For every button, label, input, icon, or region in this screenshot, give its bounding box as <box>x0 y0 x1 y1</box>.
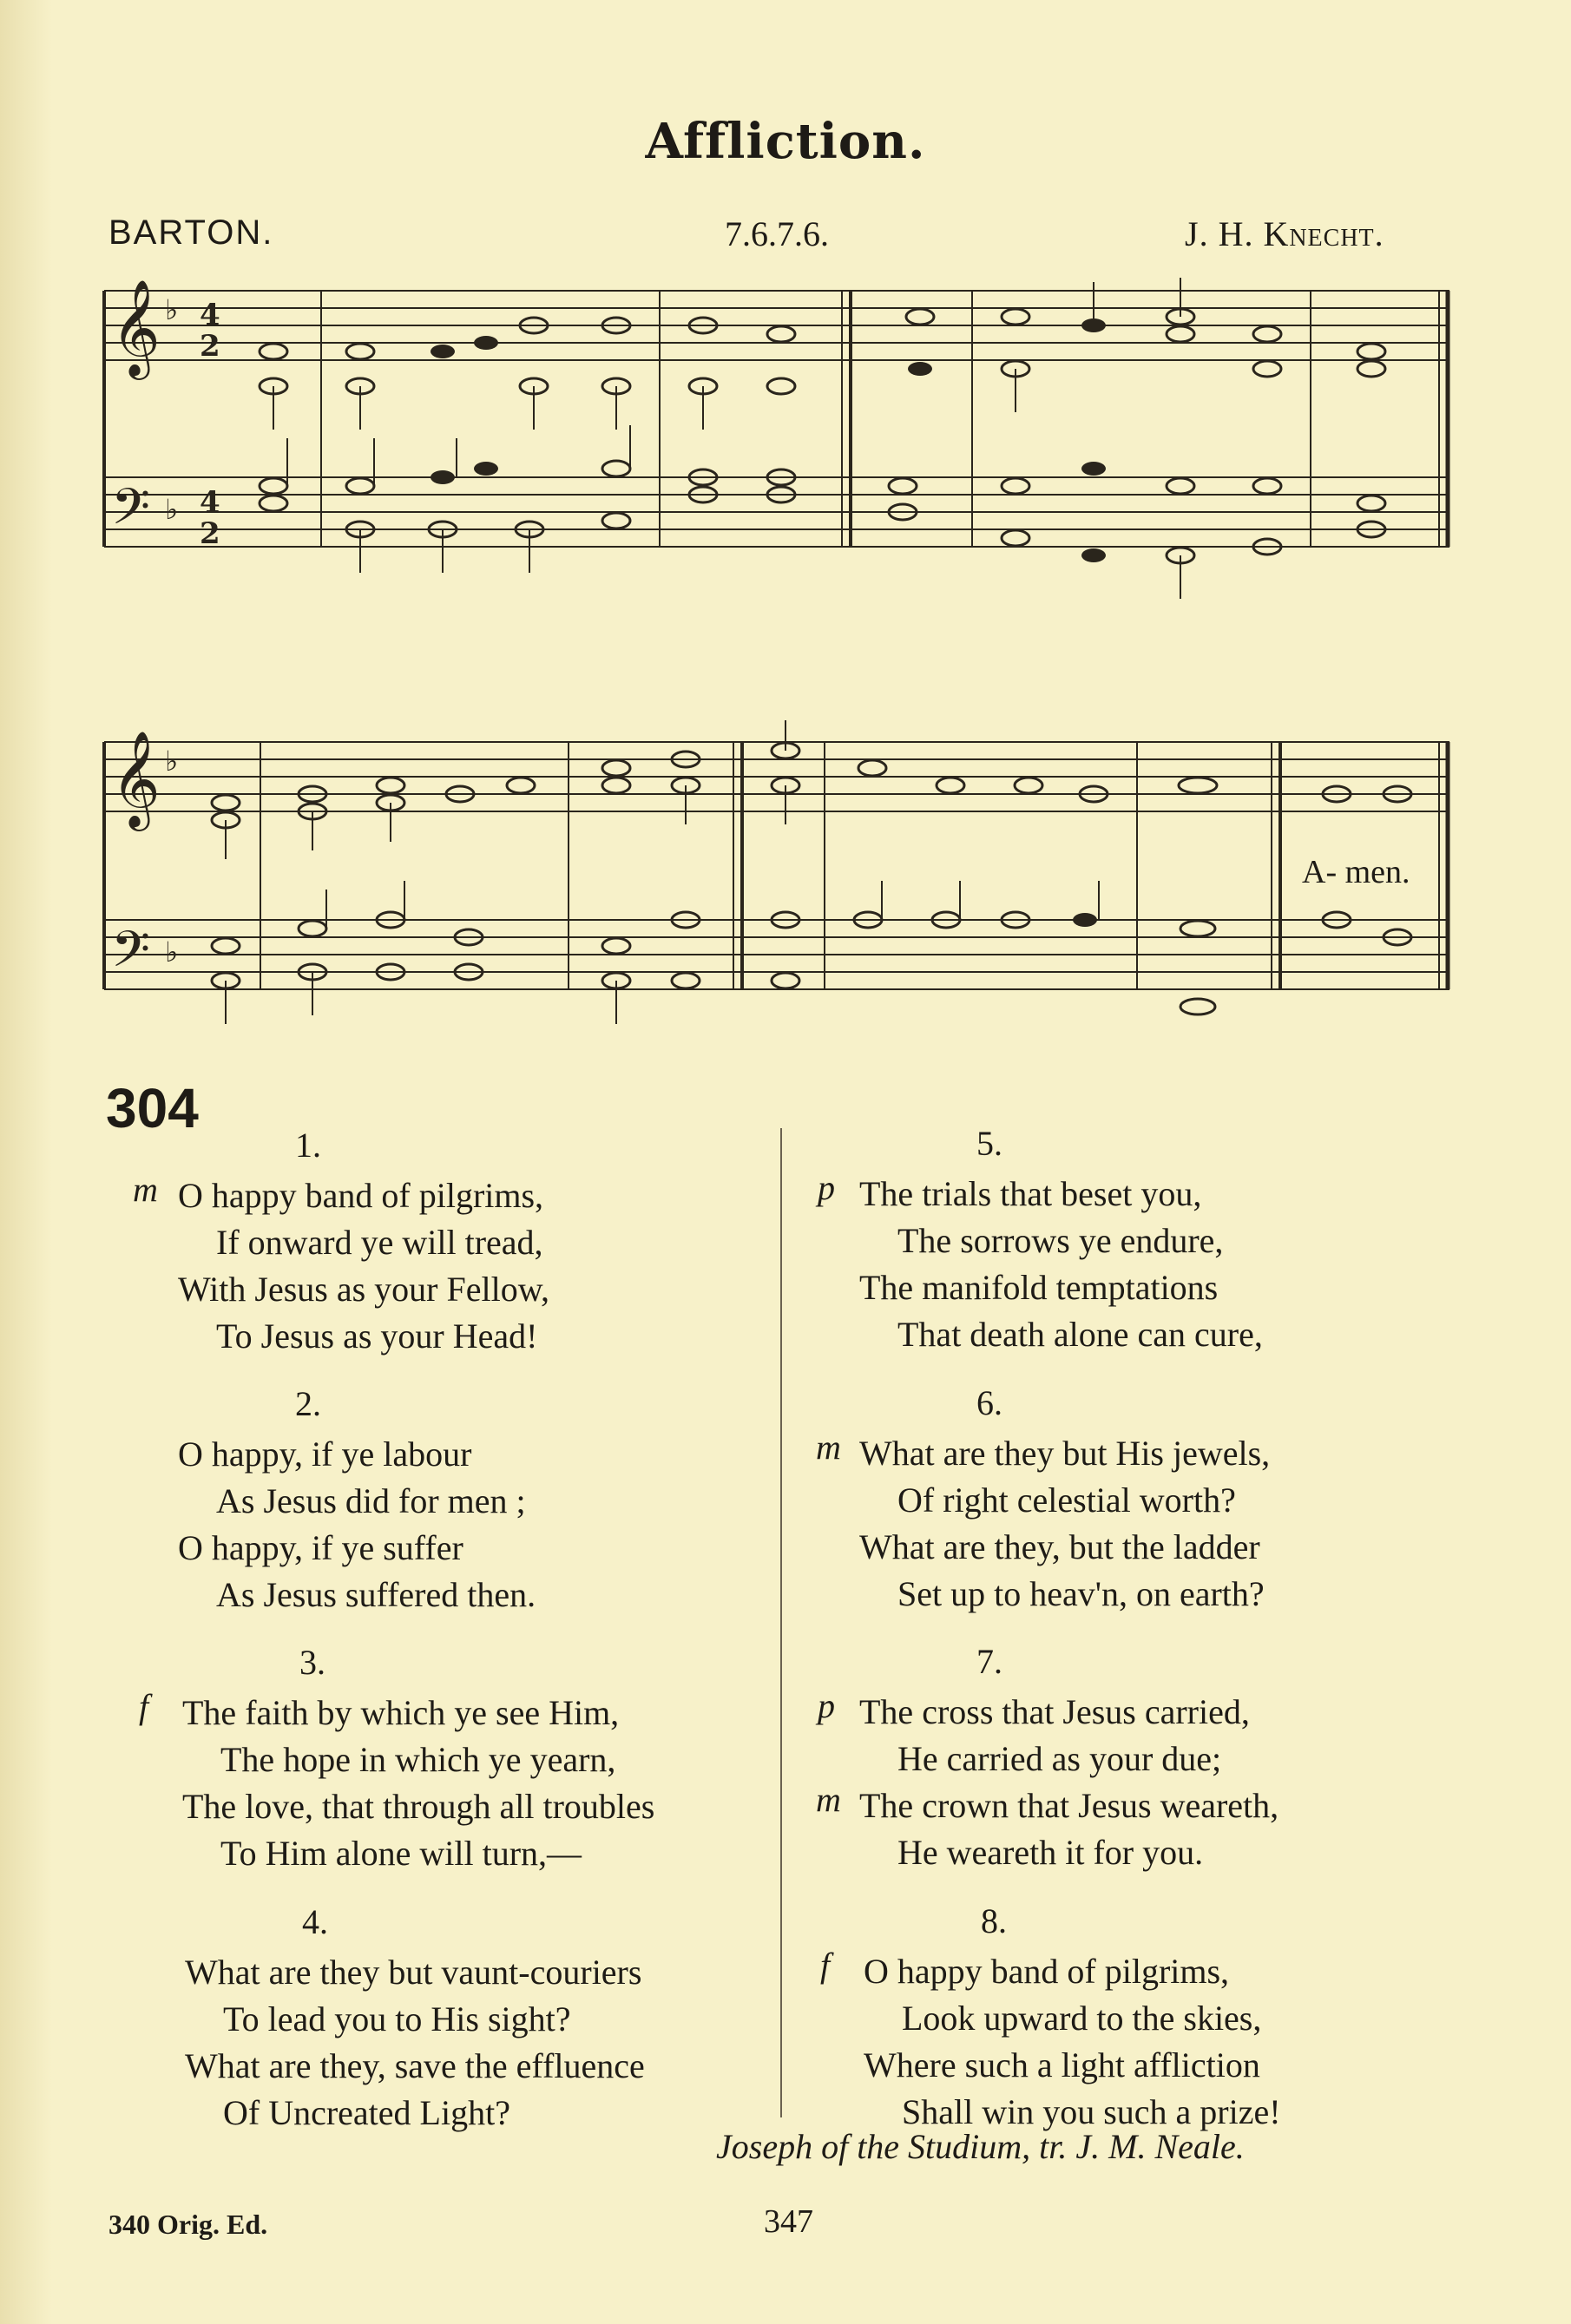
stanza-line: Shall win you such a prize! <box>902 2092 1281 2131</box>
meter: 7.6.7.6. <box>725 214 829 253</box>
stanza-line: The manifold temptations <box>859 1268 1219 1307</box>
svg-text:♭: ♭ <box>165 493 179 526</box>
tune-name: BARTON. <box>108 213 274 252</box>
stanza-line: The faith by which ye see Him, <box>182 1693 620 1732</box>
stanza-2 <box>178 1381 536 1618</box>
stanza-5 <box>859 1120 1263 1358</box>
stanza-line: Of Uncreated Light? <box>223 2093 510 2132</box>
stanza-line: O happy band of pilgrims, <box>864 1952 1230 1991</box>
stanza-line: Where such a light affliction <box>864 2045 1260 2084</box>
dynamic-mark: p <box>818 1168 835 1207</box>
stanza-line: What are they, but the ladder <box>859 1527 1260 1566</box>
music-score-system-2 <box>95 720 1458 1041</box>
stanza-number: 4. <box>302 1902 328 1941</box>
svg-text:𝄞: 𝄞 <box>111 279 161 376</box>
stanza-line: If onward ye will tread, <box>216 1223 543 1262</box>
stanza-number: 7. <box>976 1642 1002 1681</box>
stanza-line: The love, that through all troubles <box>182 1787 655 1826</box>
dynamic-mark: m <box>816 1780 841 1819</box>
stanza-number: 1. <box>295 1126 321 1165</box>
stanza-line: That death alone can cure, <box>897 1315 1263 1354</box>
dynamic-mark: f <box>820 1946 831 1985</box>
stanza-line: To Jesus as your Head! <box>216 1316 538 1356</box>
stanza-line: As Jesus suffered then. <box>216 1575 536 1614</box>
stanza-line: With Jesus as your Fellow, <box>178 1270 549 1309</box>
stanza-number: 2. <box>295 1384 321 1423</box>
stanza-line: He carried as your due; <box>897 1739 1222 1778</box>
stanza-line: What are they but vaunt-couriers <box>185 1953 642 1992</box>
svg-text:2: 2 <box>200 516 220 551</box>
stanza-number: 8. <box>981 1901 1007 1940</box>
svg-text:4: 4 <box>200 298 220 332</box>
stanza-number: 6. <box>976 1383 1002 1422</box>
page-edge-shading <box>0 0 52 2324</box>
stanza-1 <box>178 1122 549 1360</box>
stanza-line: Set up to heav'n, on earth? <box>897 1574 1265 1613</box>
stanza-number: 5. <box>976 1124 1002 1163</box>
stanza-line: O happy band of pilgrims, <box>178 1176 544 1215</box>
svg-text:♭: ♭ <box>165 745 179 778</box>
svg-text:♭: ♭ <box>165 293 179 326</box>
amen-lyric: A- men. <box>1302 854 1410 890</box>
svg-text:♭: ♭ <box>165 936 179 968</box>
stanza-line: To lead you to His sight? <box>223 1999 571 2038</box>
composer: J. H. Knecht. <box>1185 214 1384 253</box>
svg-text:𝄢: 𝄢 <box>111 920 151 991</box>
stanza-line: The trials that beset you, <box>859 1174 1202 1213</box>
svg-text:𝄞: 𝄞 <box>111 730 161 827</box>
stanza-8 <box>864 1898 1281 2136</box>
author-attribution: Joseph of the Studium, tr. J. M. Neale. <box>716 2127 1245 2166</box>
stanza-6 <box>859 1380 1270 1618</box>
dynamic-mark: m <box>816 1428 841 1467</box>
column-divider <box>780 1128 782 2117</box>
svg-text:𝄢: 𝄢 <box>111 477 151 548</box>
stanza-line: O happy, if ye suffer <box>178 1528 463 1567</box>
stanza-line: The hope in which ye yearn, <box>220 1740 616 1779</box>
svg-text:4: 4 <box>200 485 220 520</box>
stanza-line: He weareth it for you. <box>897 1833 1204 1872</box>
stanza-4 <box>185 1899 645 2137</box>
stanza-7 <box>859 1638 1278 1876</box>
page-number: 347 <box>764 2203 813 2240</box>
stanza-line: Of right celestial worth? <box>897 1480 1236 1520</box>
stanza-3 <box>182 1639 654 1877</box>
dynamic-mark: m <box>133 1170 158 1209</box>
music-score-system-1 <box>95 269 1458 616</box>
stanza-line: The sorrows ye endure, <box>897 1221 1224 1260</box>
section-title: Affliction. <box>645 113 926 170</box>
dynamic-mark: p <box>818 1686 835 1725</box>
stanza-line: Look upward to the skies, <box>902 1999 1262 2038</box>
stanza-line: What are they, save the effluence <box>185 2046 645 2085</box>
stanza-number: 3. <box>299 1643 325 1682</box>
dynamic-mark: f <box>139 1687 149 1726</box>
stanza-line: The cross that Jesus carried, <box>859 1692 1250 1731</box>
original-edition-note: 340 Orig. Ed. <box>108 2209 268 2240</box>
svg-text:2: 2 <box>200 329 220 364</box>
hymn-number: 304 <box>106 1077 199 1139</box>
stanza-line: As Jesus did for men ; <box>216 1481 526 1520</box>
stanza-line: O happy, if ye labour <box>178 1434 472 1474</box>
stanza-line: The crown that Jesus weareth, <box>859 1786 1279 1825</box>
stanza-line: To Him alone will turn,— <box>220 1834 582 1873</box>
stanza-line: What are they but His jewels, <box>859 1434 1271 1473</box>
